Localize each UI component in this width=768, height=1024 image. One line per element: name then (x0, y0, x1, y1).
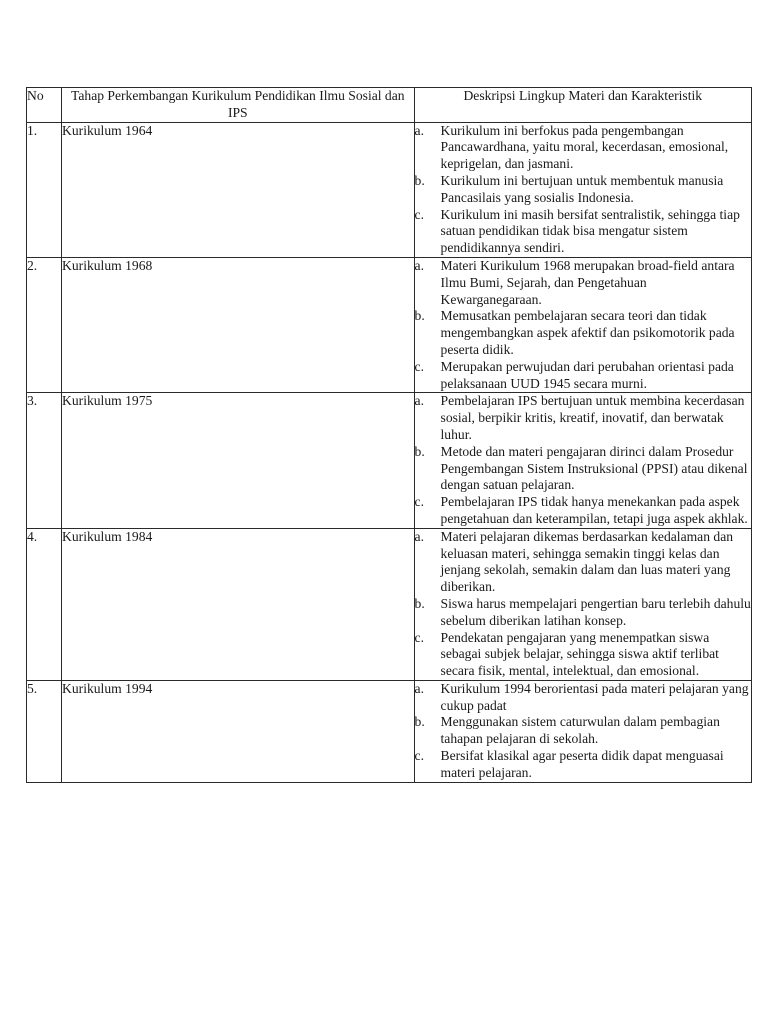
header-stage: Tahap Perkembangan Kurikulum Pendidikan Ilmu Sosial dan IPS (62, 88, 414, 123)
item-marker: b. (414, 714, 425, 730)
description-item (415, 529, 751, 596)
description-item (415, 393, 751, 443)
description-item (415, 714, 751, 748)
description-item (415, 308, 751, 358)
row-number: 1. (27, 122, 62, 257)
item-text: Pendekatan pengajaran yang menempatkan siswa sebagai subjek belajar, sehingga siswa aktif terlibat secara fisik, mental, intelektual, dan emosional. (440, 629, 719, 679)
description-list (415, 123, 751, 257)
row-stage: Kurikulum 1994 (62, 680, 414, 782)
description-item (415, 444, 751, 494)
description-list (415, 258, 751, 392)
row-number: 2. (27, 257, 62, 392)
curriculum-table (26, 87, 752, 783)
item-text: Bersifat klasikal agar peserta didik dapat menguasai materi pelajaran. (440, 748, 724, 780)
header-description: Deskripsi Lingkup Materi dan Karakteristik (414, 88, 751, 123)
description-item (415, 681, 751, 715)
item-marker: a. (414, 680, 424, 696)
item-text: Kurikulum ini bertujuan untuk membentuk manusia Pancasilais yang sosialis Indonesia. (440, 172, 724, 205)
item-text: Materi pelajaran dikemas berdasarkan kedalaman dan keluasan materi, sehingga semakin tinggi kelas dan jenjang sekolah, semakin dalam dan luas materi yang diberikan. (440, 528, 734, 595)
row-description (414, 257, 751, 392)
row-description (414, 122, 751, 257)
table-body (27, 122, 752, 782)
table-row (27, 528, 752, 680)
item-text: Pembelajaran IPS tidak hanya menekankan pada aspek pengetahuan dan keterampilan, tetapi juga aspek akhlak. (440, 494, 748, 526)
table-header (27, 88, 752, 123)
description-list (415, 393, 751, 527)
description-item (415, 630, 751, 680)
item-marker: b. (414, 595, 425, 611)
description-list (415, 681, 751, 782)
description-item (415, 207, 751, 257)
item-text: Merupakan perwujudan dari perubahan orientasi pada pelaksanaan UUD 1945 secara murni. (440, 358, 734, 391)
table-row (27, 393, 752, 528)
item-text: Menggunakan sistem caturwulan dalam pembagian tahapan pelajaran di sekolah. (440, 714, 720, 747)
item-marker: c. (414, 494, 424, 510)
item-marker: a. (414, 257, 424, 273)
description-item (415, 596, 751, 630)
description-item (415, 748, 751, 782)
row-description (414, 680, 751, 782)
table-row (27, 257, 752, 392)
description-item (415, 258, 751, 308)
description-item (415, 173, 751, 207)
item-marker: c. (414, 206, 424, 222)
row-number: 4. (27, 528, 62, 680)
item-marker: b. (414, 443, 425, 459)
description-list (415, 529, 751, 680)
item-text: Memusatkan pembelajaran secara teori dan tidak mengembangkan aspek afektif dan psikomotorik pada peserta didik. (440, 308, 735, 357)
item-marker: a. (414, 393, 424, 409)
item-marker: c. (414, 358, 424, 374)
row-stage: Kurikulum 1964 (62, 122, 414, 257)
item-text: Pembelajaran IPS bertujuan untuk membina kecerdasan sosial, berpikir kritis, kreatif, inovatif, dan berwatak luhur. (440, 393, 745, 442)
item-text: Metode dan materi pengajaran dirinci dalam Prosedur Pengembangan Sistem Instruksional (PPSI) atau dikenal dengan satuan pelajaran. (440, 443, 748, 493)
item-text: Kurikulum ini berfokus pada pengembangan Pancawardhana, yaitu moral, kecerdasan, emosional, keprigelan, dan jasmani. (440, 122, 729, 172)
header-row (27, 88, 752, 123)
header-no: No (27, 88, 62, 123)
description-item (415, 494, 751, 528)
item-text: Kurikulum 1994 berorientasi pada materi pelajaran yang cukup padat (440, 680, 749, 713)
item-marker: c. (414, 629, 424, 645)
row-description (414, 528, 751, 680)
row-number: 3. (27, 393, 62, 528)
table-row (27, 122, 752, 257)
row-stage: Kurikulum 1968 (62, 257, 414, 392)
item-marker: b. (414, 172, 425, 188)
item-text: Siswa harus mempelajari pengertian baru terlebih dahulu sebelum diberikan latihan konsep. (440, 595, 751, 628)
row-stage: Kurikulum 1984 (62, 528, 414, 680)
item-text: Materi Kurikulum 1968 merupakan broad-field antara Ilmu Bumi, Sejarah, dan Pengetahuan Kewarganegaraan. (440, 257, 735, 307)
item-marker: b. (414, 308, 425, 324)
row-description (414, 393, 751, 528)
item-marker: a. (414, 528, 424, 544)
table-row (27, 680, 752, 782)
row-number: 5. (27, 680, 62, 782)
description-item (415, 359, 751, 393)
row-stage: Kurikulum 1975 (62, 393, 414, 528)
item-text: Kurikulum ini masih bersifat sentralistik, sehingga tiap satuan pendidikan tidak bisa mengatur sistem pendidikannya sendiri. (440, 206, 740, 256)
description-item (415, 123, 751, 173)
item-marker: a. (414, 122, 424, 138)
item-marker: c. (414, 748, 424, 764)
